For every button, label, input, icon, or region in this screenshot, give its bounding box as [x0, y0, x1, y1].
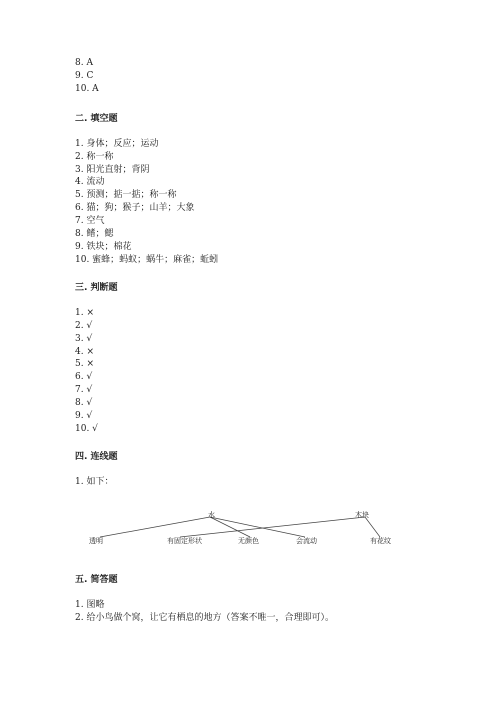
- diagram-top-wood: 木块: [355, 511, 369, 519]
- section-short-answer-title: 五. 简答题: [75, 575, 118, 585]
- matching-intro: 1. 如下：: [75, 476, 114, 487]
- section-true-false-title: 三. 判断题: [75, 282, 118, 293]
- fill-answer: 7. 空气: [75, 216, 105, 227]
- tf-answer: 9. √: [75, 411, 93, 422]
- fill-answer: 5. 预测；掂一掂；称一称: [75, 190, 177, 201]
- short-answer-block: [75, 574, 435, 625]
- section-matching-title: 四. 连线题: [75, 451, 118, 462]
- fill-blank-answers: [75, 138, 435, 267]
- diagram-bottom-flows: 会流动: [296, 537, 317, 545]
- diagram-top-water: 水: [208, 511, 215, 519]
- matching-diagram: [60, 505, 430, 555]
- tf-answer: 10. √: [75, 423, 98, 434]
- connector-line: [210, 517, 250, 537]
- fill-answer: 6. 猫；狗；猴子；山羊；大象: [75, 203, 195, 214]
- mc-answer-9: 9. C: [75, 70, 94, 81]
- diagram-bottom-fixed-shape: 有固定形状: [167, 537, 202, 545]
- tf-answer: 3. √: [75, 333, 93, 344]
- connector-line: [365, 517, 380, 537]
- tf-answer: 5. ×: [75, 359, 94, 370]
- fill-answer: 4. 流动: [75, 177, 105, 188]
- diagram-bottom-grain: 有花纹: [370, 537, 391, 545]
- fill-answer: 2. 称一称: [75, 151, 114, 162]
- tf-answer: 2. √: [75, 320, 93, 331]
- diagram-bottom-colorless: 无颜色: [238, 537, 259, 545]
- matching-diagram-svg: [60, 505, 430, 555]
- fill-answer: 1. 身体；反应；运动: [75, 138, 159, 149]
- tf-answer: 1. ×: [75, 307, 94, 318]
- section-fill-blank-title: 二. 填空题: [75, 113, 118, 124]
- mc-answer-8: 8. A: [75, 58, 93, 68]
- fill-answer: 10. 蜜蜂；蚂蚁；蜗牛；麻雀；蚯蚓: [75, 254, 219, 265]
- connector-line: [210, 517, 305, 537]
- tf-answer: 4. ×: [75, 346, 94, 357]
- fill-answer: 3. 阳光直射；背阴: [75, 164, 150, 175]
- mc-answers-tail: [75, 57, 435, 96]
- fill-answer: 9. 铁块；棉花: [75, 241, 132, 252]
- connector-line: [180, 517, 365, 537]
- true-false-answers: [75, 307, 435, 436]
- tf-answer: 8. √: [75, 398, 93, 409]
- fill-answer: 8. 鳍；鳃: [75, 229, 114, 240]
- short-answer: 1. 图略: [75, 600, 105, 610]
- short-answer: 2. 给小鸟做个窝，让它有栖息的地方（答案不唯一，合理即可）。: [75, 612, 334, 623]
- diagram-bottom-transparent: 透明: [89, 537, 103, 545]
- connector-line: [100, 517, 210, 537]
- answer-page: [75, 57, 435, 489]
- mc-answer-10: 10. A: [75, 83, 99, 94]
- tf-answer: 7. √: [75, 385, 93, 396]
- tf-answer: 6. √: [75, 372, 93, 383]
- connector-lines: [100, 517, 380, 537]
